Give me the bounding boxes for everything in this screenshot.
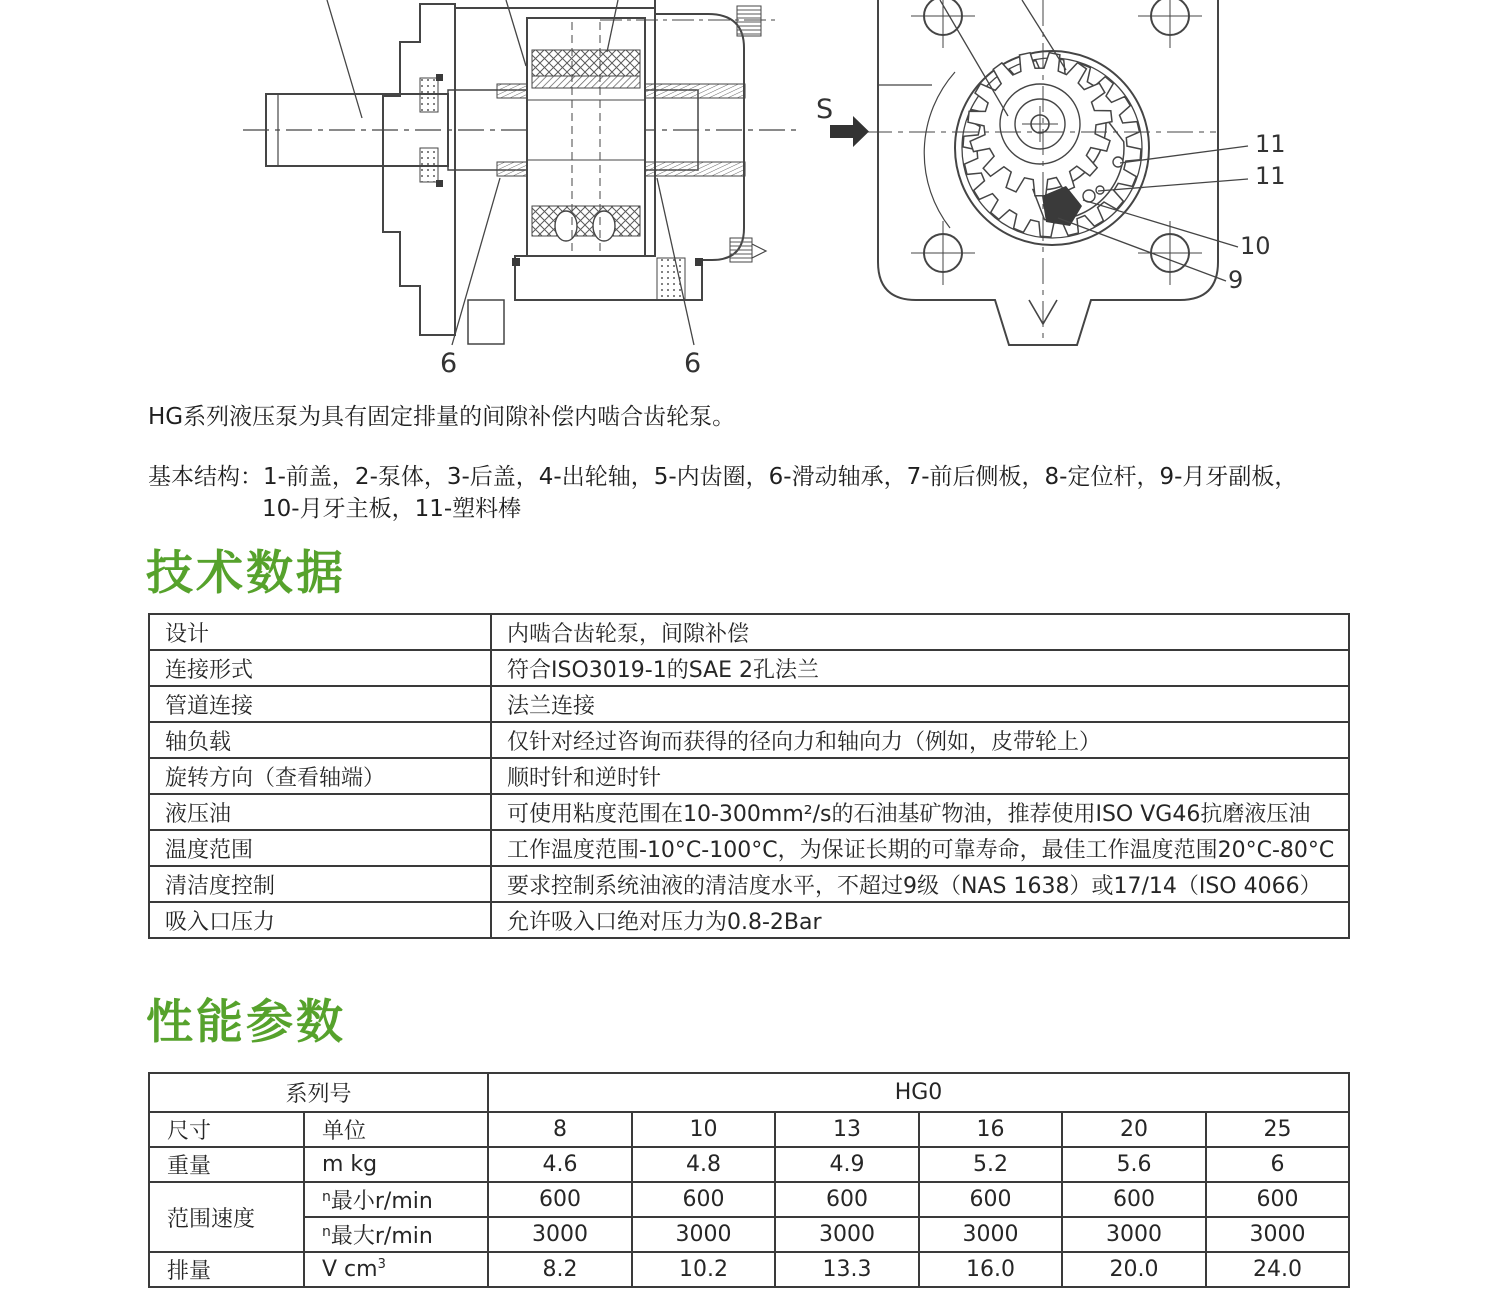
shaft-seal — [420, 78, 438, 112]
gasket-column — [657, 258, 685, 300]
weight-cell: 5.2 — [919, 1147, 1062, 1182]
table-row — [149, 1112, 1349, 1147]
speed-max-cell: 3000 — [775, 1217, 919, 1252]
table-row — [149, 1073, 1349, 1112]
series-value: HG0 — [488, 1073, 1349, 1112]
weight-label: 重量 — [149, 1147, 304, 1182]
spec-label: 温度范围 — [149, 830, 491, 866]
spec-value: 法兰连接 — [491, 686, 1349, 722]
structure-line-2: 10-月牙主板，11-塑料棒 — [262, 496, 522, 522]
speed-min-cell: 600 — [775, 1182, 919, 1217]
bearing-ball — [555, 211, 577, 241]
spec-label: 吸入口压力 — [149, 902, 491, 938]
speed-range-label: 范围速度 — [149, 1182, 304, 1252]
size-cell: 20 — [1062, 1112, 1206, 1147]
spec-value: 可使用粘度范围在10-300mm²/s的石油基矿物油，推荐使用ISO VG46抗磨液压油 — [491, 794, 1349, 830]
spec-label: 清洁度控制 — [149, 866, 491, 902]
table-row — [149, 686, 1349, 722]
tech-data-heading: 技术数据 — [146, 546, 346, 601]
table-row — [149, 1252, 1349, 1287]
displacement-label: 排量 — [149, 1252, 304, 1287]
table-row — [149, 758, 1349, 794]
cover-foot — [468, 300, 504, 344]
structure-paragraph — [148, 461, 1297, 525]
spec-value: 工作温度范围-10°C-100°C，为保证长期的可靠寿命，最佳工作温度范围20°C-80°C — [491, 830, 1349, 866]
tech-data-table — [148, 613, 1350, 939]
spec-label: 轴负载 — [149, 722, 491, 758]
series-header: 系列号 — [149, 1073, 488, 1112]
table-row — [149, 1217, 1349, 1252]
table-row — [149, 1182, 1349, 1217]
displacement-cell: 10.2 — [632, 1252, 775, 1287]
part-label-10: 10 — [1240, 232, 1271, 260]
spec-label: 管道连接 — [149, 686, 491, 722]
size-header: 尺寸 — [149, 1112, 304, 1147]
part-label-11a: 11 — [1255, 130, 1286, 158]
unit-header: 单位 — [304, 1112, 488, 1147]
bearing-ball — [593, 211, 615, 241]
part-label-9: 9 — [1228, 266, 1244, 294]
weight-unit: m kg — [304, 1147, 488, 1182]
displacement-cell: 13.3 — [775, 1252, 919, 1287]
speed-min-cell: 600 — [1206, 1182, 1349, 1217]
spec-value: 允许吸入口绝对压力为0.8-2Bar — [491, 902, 1349, 938]
structure-line-1: 基本结构：1-前盖，2-泵体，3-后盖，4-出轮轴，5-内齿圈，6-滑动轴承，7-前后侧板，8-定位杆，9-月牙副板， — [148, 464, 1298, 490]
table-row — [149, 722, 1349, 758]
performance-table — [148, 1072, 1350, 1288]
speed-max-cell: 3000 — [632, 1217, 775, 1252]
size-cell: 8 — [488, 1112, 632, 1147]
spec-value: 内啮合齿轮泵，间隙补偿 — [491, 614, 1349, 650]
size-cell: 13 — [775, 1112, 919, 1147]
intro-paragraph: HG系列液压泵为具有固定排量的间隙补偿内啮合齿轮泵。 — [148, 404, 736, 430]
spec-value: 要求控制系统油液的清洁度水平，不超过9级（NAS 1638）或17/14（ISO 4066） — [491, 866, 1349, 902]
speed-min-cell: 600 — [1062, 1182, 1206, 1217]
table-row — [149, 650, 1349, 686]
table-row — [149, 794, 1349, 830]
spec-value: 顺时针和逆时针 — [491, 758, 1349, 794]
hex-plug — [737, 6, 761, 36]
part-label-6-left: 6 — [440, 348, 458, 378]
technical-drawings — [0, 0, 1500, 378]
front-cover — [383, 4, 455, 335]
size-cell: 25 — [1206, 1112, 1349, 1147]
speed-min-cell: 600 — [632, 1182, 775, 1217]
spec-label: 设计 — [149, 614, 491, 650]
plastic-rod — [1113, 157, 1123, 167]
weight-cell: 6 — [1206, 1147, 1349, 1182]
displacement-cell: 8.2 — [488, 1252, 632, 1287]
speed-max-cell: 3000 — [919, 1217, 1062, 1252]
side-plug — [730, 238, 752, 262]
part-label-6-right: 6 — [684, 348, 702, 378]
table-row — [149, 614, 1349, 650]
displacement-unit: V $cm^3$ — [304, 1252, 488, 1287]
spec-label: 液压油 — [149, 794, 491, 830]
cross-section-drawing — [243, 0, 800, 378]
suction-arrow-icon — [830, 116, 869, 147]
spec-label: 连接形式 — [149, 650, 491, 686]
shaft-seal — [420, 148, 438, 182]
weight-cell: 4.9 — [775, 1147, 919, 1182]
table-row — [149, 902, 1349, 938]
speed-max-cell: 3000 — [488, 1217, 632, 1252]
part-label-11b: 11 — [1255, 162, 1286, 190]
speed-max-cell: 3000 — [1062, 1217, 1206, 1252]
size-cell: 16 — [919, 1112, 1062, 1147]
weight-cell: 4.8 — [632, 1147, 775, 1182]
speed-max-cell: 3000 — [1206, 1217, 1349, 1252]
spec-label: 旋转方向（查看轴端） — [149, 758, 491, 794]
weight-cell: 5.6 — [1062, 1147, 1206, 1182]
table-row — [149, 830, 1349, 866]
speed-min-unit: $^n$最小r/min — [304, 1182, 488, 1217]
speed-min-cell: 600 — [488, 1182, 632, 1217]
speed-min-cell: 600 — [919, 1182, 1062, 1217]
suction-label: S — [816, 94, 834, 125]
performance-heading: 性能参数 — [146, 995, 346, 1050]
displacement-cell: 24.0 — [1206, 1252, 1349, 1287]
displacement-cell: 16.0 — [919, 1252, 1062, 1287]
table-row — [149, 866, 1349, 902]
spec-value: 符合ISO3019-1的SAE 2孔法兰 — [491, 650, 1349, 686]
front-view-drawing — [816, 0, 1286, 345]
size-cell: 10 — [632, 1112, 775, 1147]
speed-max-unit: $^n$最大r/min — [304, 1217, 488, 1252]
weight-cell: 4.6 — [488, 1147, 632, 1182]
table-row — [149, 1147, 1349, 1182]
spec-value: 仅针对经过咨询而获得的径向力和轴向力（例如，皮带轮上） — [491, 722, 1349, 758]
displacement-cell: 20.0 — [1062, 1252, 1206, 1287]
